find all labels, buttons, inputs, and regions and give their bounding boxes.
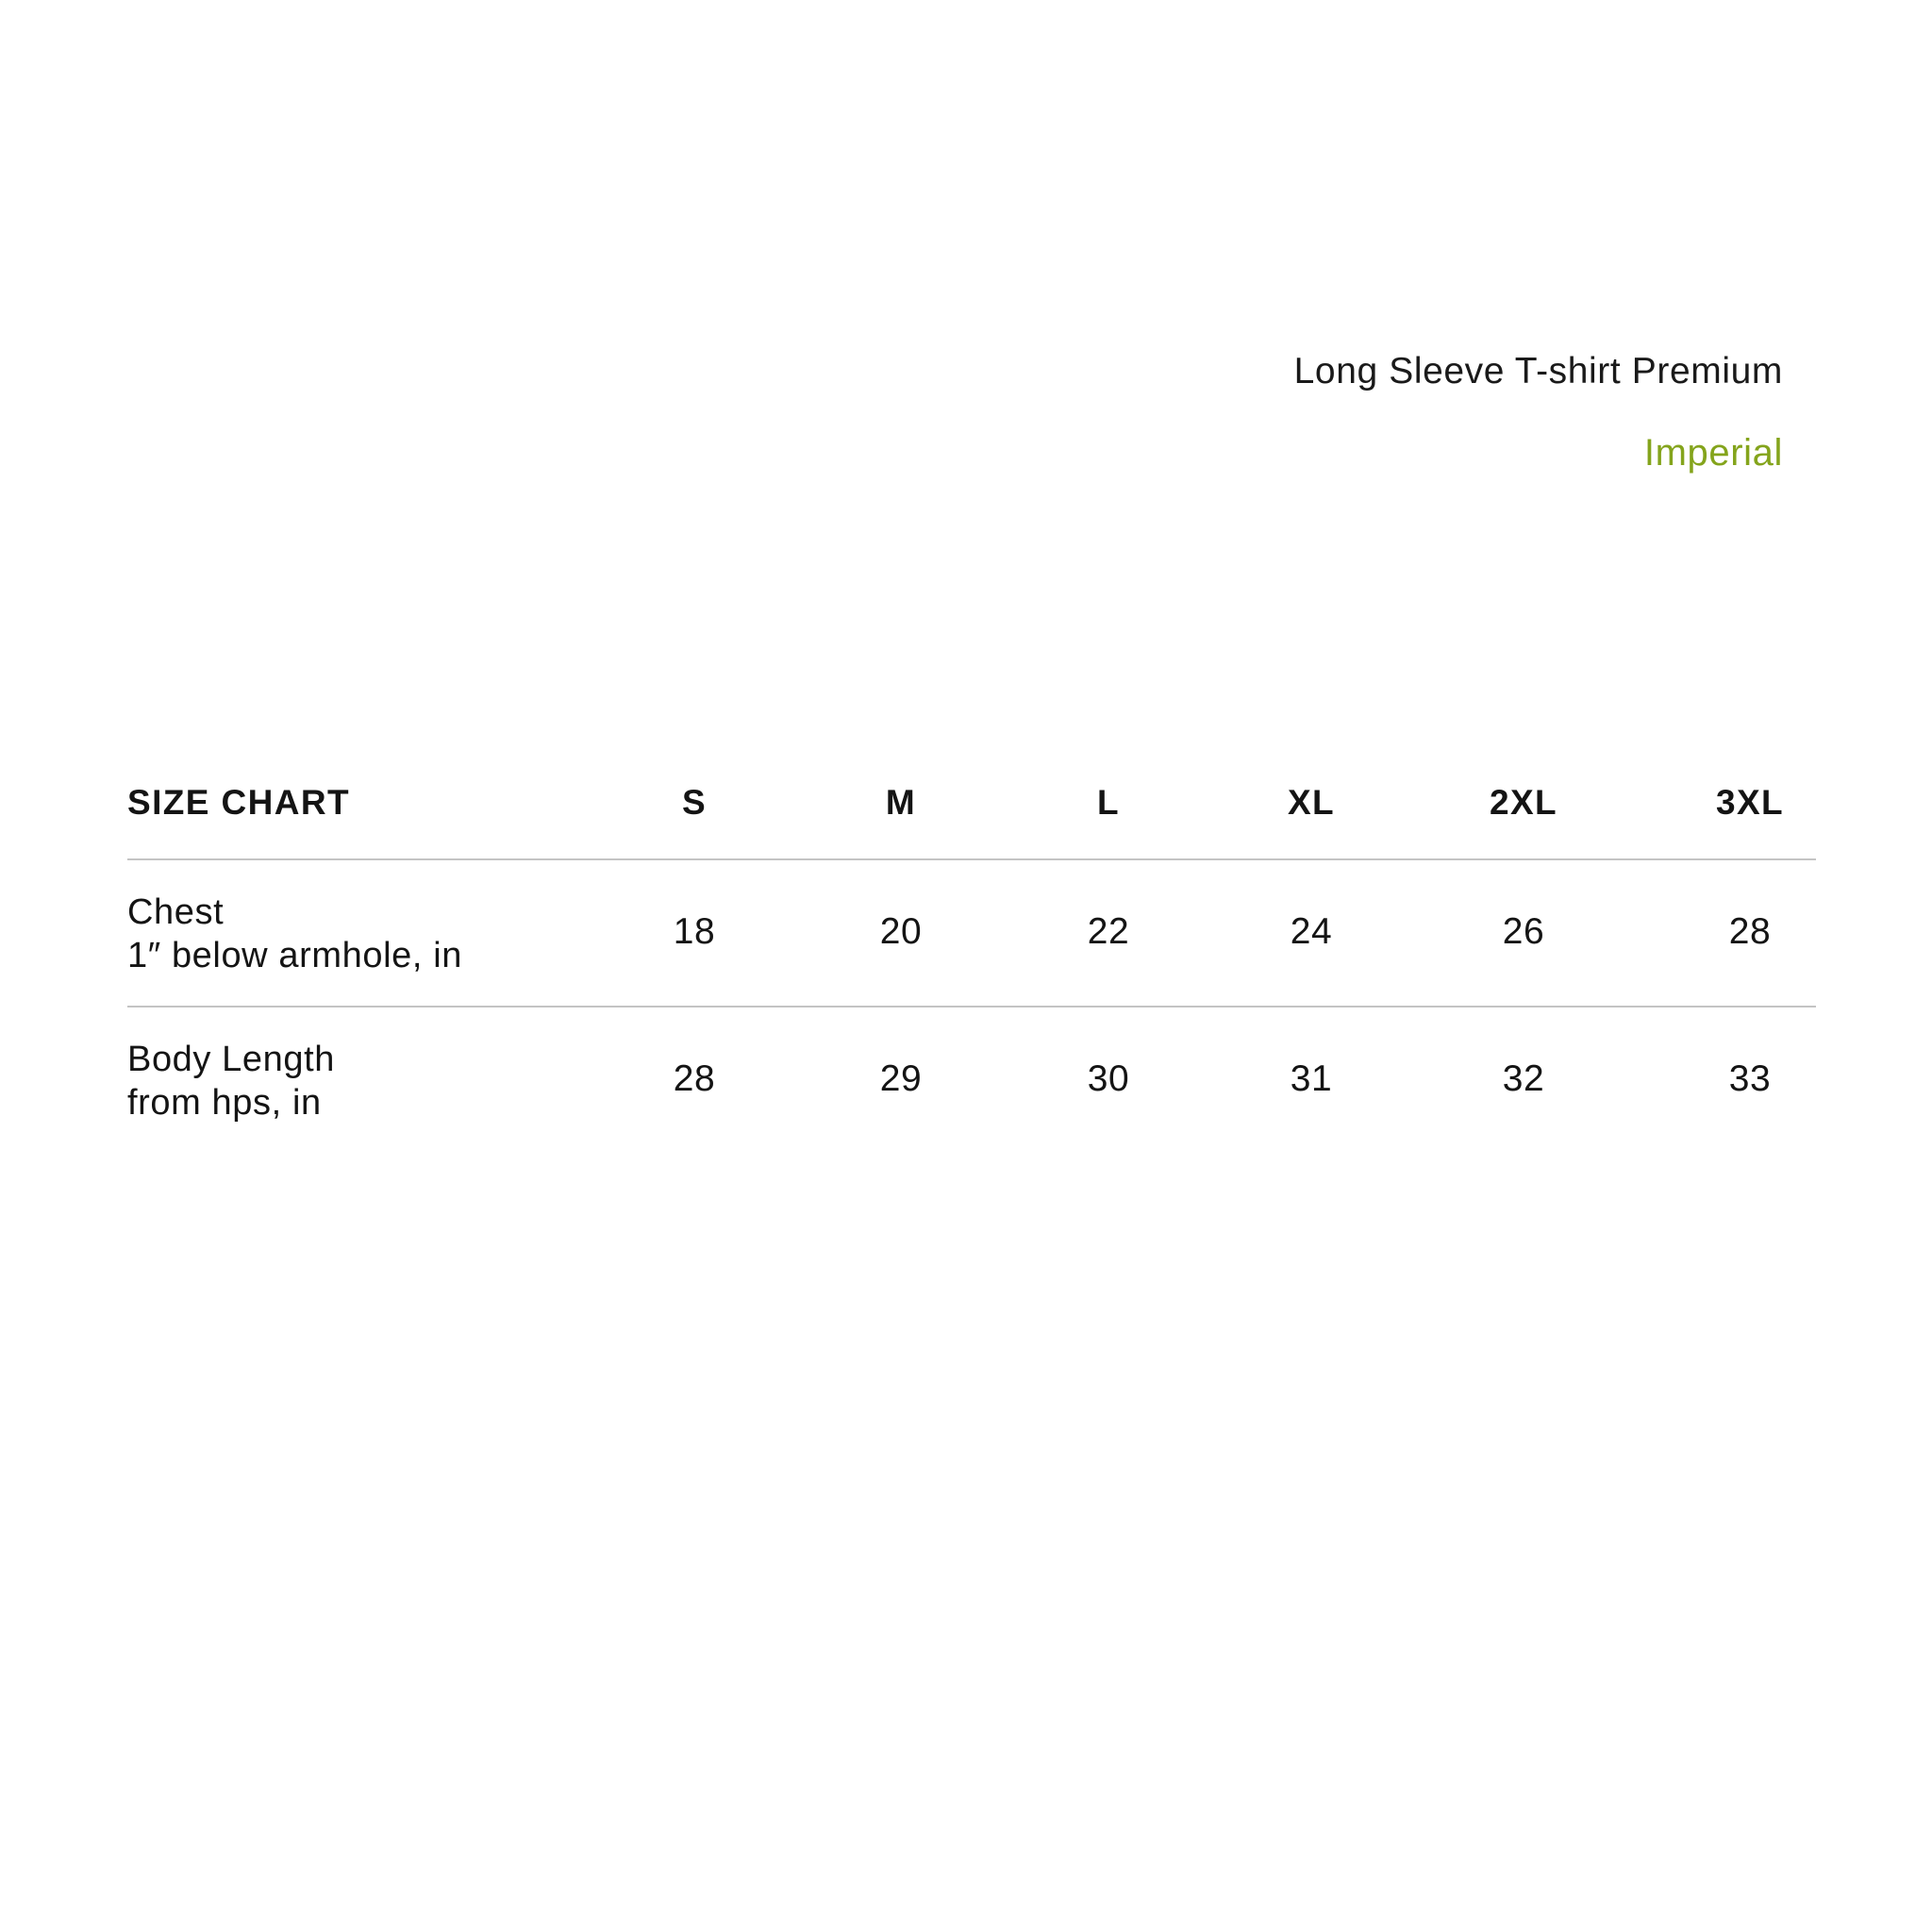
product-title: Long Sleeve T-shirt Premium [1293,351,1783,391]
size-header-s: S [681,783,708,822]
size-chart-heading: SIZE CHART [127,783,350,822]
size-header-xl: XL [1287,783,1336,822]
table-cell: 28 [1728,911,1772,952]
table-cell: 31 [1290,1058,1333,1099]
table-cell: 18 [673,911,716,952]
row-label-body-length [127,1038,335,1124]
size-header-m: M [885,783,917,822]
table-cell: 24 [1290,911,1333,952]
table-cell: 32 [1502,1058,1545,1099]
row-label-chest [127,891,462,977]
size-header-3xl: 3XL [1715,783,1785,822]
table-cell: 20 [879,911,923,952]
row-title: Body Length [127,1040,335,1079]
table-cell: 26 [1502,911,1545,952]
size-header-2xl: 2XL [1489,783,1558,822]
table-row-chest [127,860,1816,1008]
table-cell: 29 [879,1058,923,1099]
row-subtitle: from hps, in [127,1083,322,1123]
table-cell: 22 [1087,911,1130,952]
unit-system-label: Imperial [1643,432,1783,474]
table-cell: 33 [1728,1058,1772,1099]
table-header-row [127,755,1816,860]
size-header-l: L [1096,783,1120,822]
table-cell: 28 [673,1058,716,1099]
row-subtitle: 1″ below armhole, in [127,936,462,975]
row-title: Chest [127,892,225,932]
table-cell: 30 [1087,1058,1130,1099]
table-row-body-length [127,1008,1816,1153]
size-chart-table [127,755,1816,1153]
